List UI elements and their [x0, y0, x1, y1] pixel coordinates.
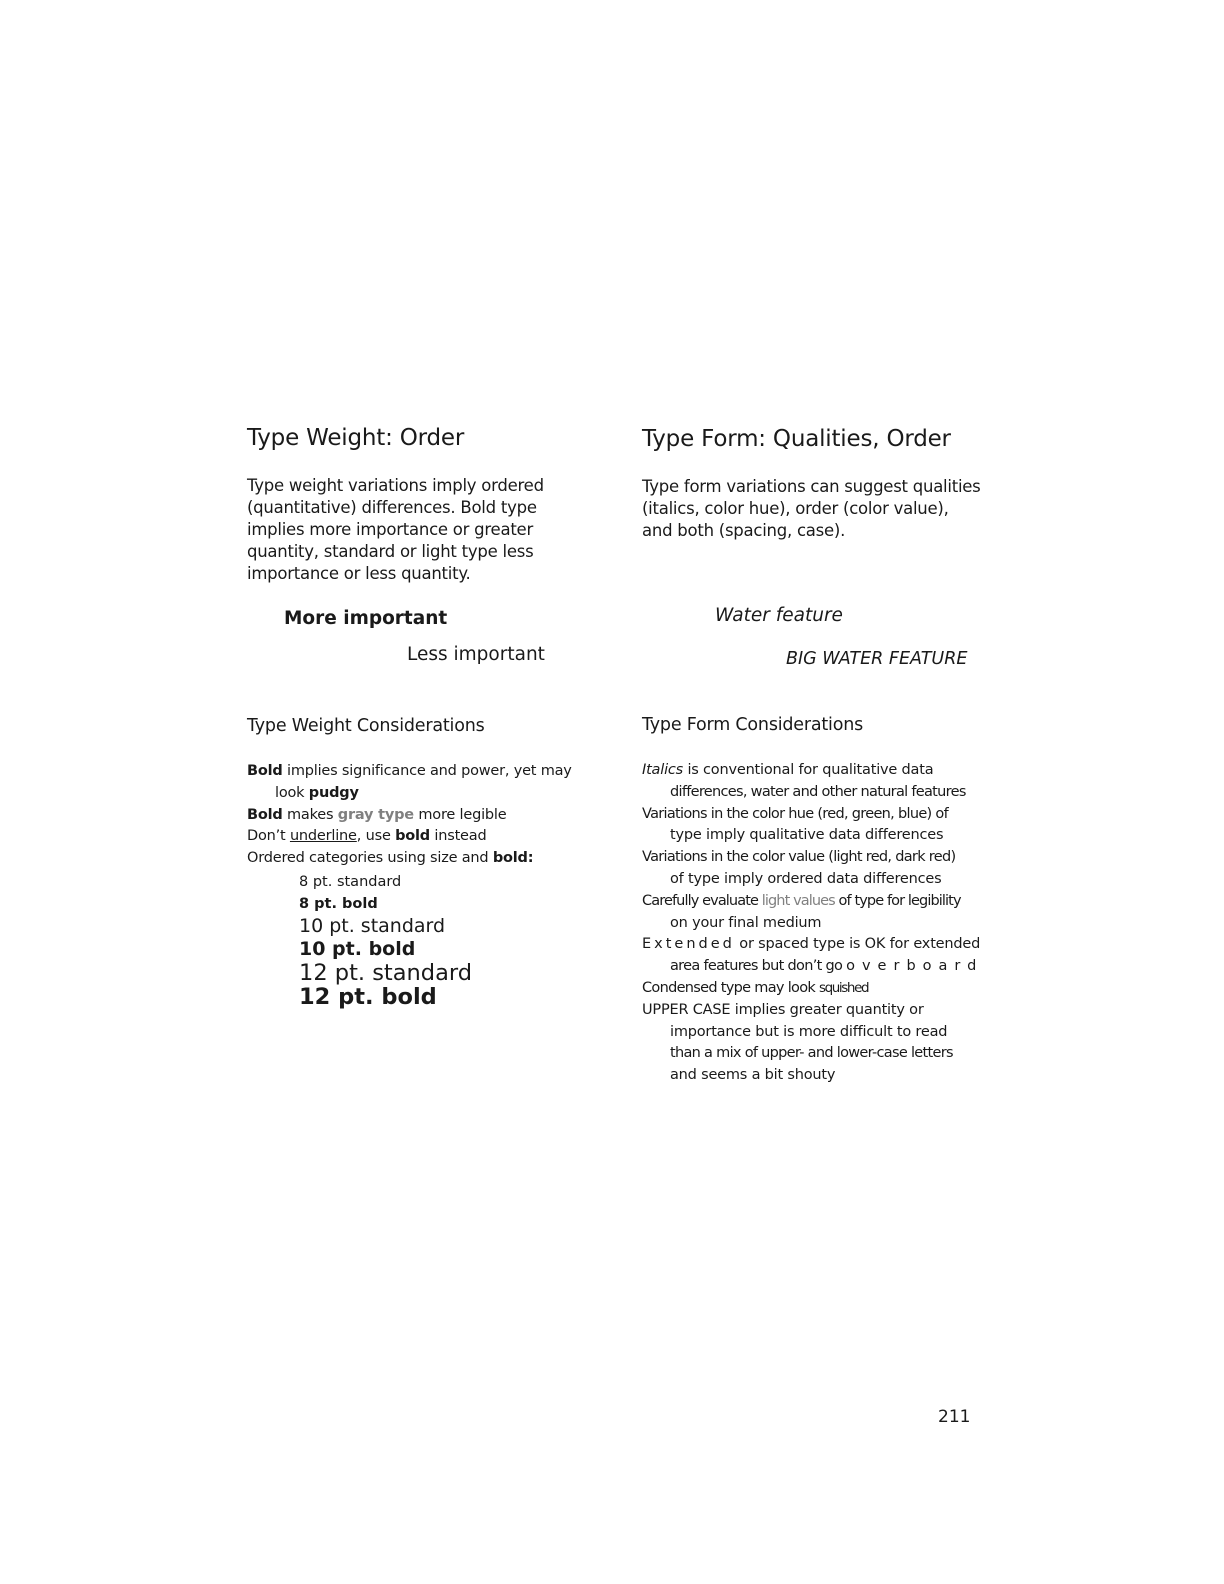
sample-12pt-bold: 12 pt. bold: [299, 984, 437, 1010]
type-weight-intro: Type weight variations imply ordered (quantitative) differences. Bold type implies more importance or greater quantity, standard or light type less importance or less quantity.: [247, 476, 544, 583]
type-form-intro: Type form variations can suggest qualities (italics, color hue), order (color value), and both (spacing, case).: [642, 477, 981, 540]
list-item: Variations in the color value (light red, dark red) of type imply ordered data differences: [642, 849, 956, 887]
demo-more-important: More important: [284, 608, 448, 629]
list-item: Condensed type may look squished: [642, 979, 869, 996]
sample-10pt-bold: 10 pt. bold: [299, 938, 416, 960]
demo-big-water-feature: BIG WATER FEATURE: [786, 649, 968, 669]
demo-water-feature: Water feature: [715, 605, 843, 626]
list-item: UPPER CASE implies greater quantity or importance but is more difficult to read than a mix of upper- and lower-case letters and seems a bit shouty: [642, 1001, 953, 1084]
list-item: Extended or spaced type is OK for extended area features but don’t go overboard: [642, 936, 984, 975]
list-item: Don’t underline, use bold instead: [247, 828, 487, 845]
list-item: Carefully evaluate light values of type for legibility on your final medium: [642, 892, 961, 931]
list-item: Italics is conventional for qualitative data differences, water and other natural features: [642, 762, 966, 800]
type-weight-considerations-list: [247, 761, 592, 870]
demo-less-important: Less important: [407, 644, 545, 665]
type-weight-considerations-heading: Type Weight Considerations: [247, 716, 485, 736]
page-number: 211: [938, 1407, 971, 1427]
sample-8pt-standard: 8 pt. standard: [299, 874, 402, 890]
list-item: Ordered categories using size and bold:: [247, 850, 534, 867]
type-form-considerations-list: [642, 760, 987, 1087]
list-item: Bold implies significance and power, yet may look pudgy: [247, 763, 572, 801]
sample-12pt-standard: 12 pt. standard: [299, 960, 472, 986]
type-form-considerations-heading: Type Form Considerations: [642, 715, 864, 735]
sample-10pt-standard: 10 pt. standard: [299, 915, 446, 937]
type-size-samples: [299, 871, 472, 1009]
list-item: Bold makes gray type more legible: [247, 806, 507, 823]
sample-8pt-bold: 8 pt. bold: [299, 896, 378, 912]
type-weight-heading: Type Weight: Order: [247, 425, 465, 451]
list-item: Variations in the color hue (red, green, blue) of type imply qualitative data differences: [642, 805, 948, 844]
type-form-heading: Type Form: Qualities, Order: [642, 426, 951, 452]
